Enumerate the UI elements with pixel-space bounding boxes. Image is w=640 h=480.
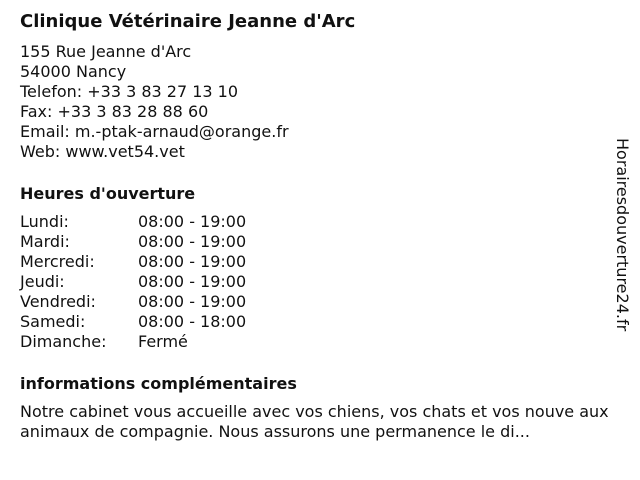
hours-row-samedi xyxy=(20,312,610,332)
address-line-2: 54000 Nancy xyxy=(20,62,127,81)
clinic-name: Clinique Vétérinaire Jeanne d'Arc xyxy=(20,11,356,32)
hours-row-mardi xyxy=(20,232,610,252)
hours-time: 08:00 - 19:00 xyxy=(138,272,247,291)
hours-time: 08:00 - 19:00 xyxy=(138,212,247,231)
hours-row-vendredi xyxy=(20,292,610,312)
hours-day: Vendredi: xyxy=(20,292,96,311)
phone-line: Telefon: +33 3 83 27 13 10 xyxy=(20,82,239,101)
hours-time: 08:00 - 18:00 xyxy=(138,312,247,331)
hours-day: Mercredi: xyxy=(20,252,95,271)
contact-block xyxy=(20,42,610,162)
hours-row-mercredi xyxy=(20,252,610,272)
watermark-text: Horairesdouverture24.fr xyxy=(613,138,632,332)
hours-row-lundi xyxy=(20,212,610,232)
hours-day: Samedi: xyxy=(20,312,86,331)
web-line: Web: www.vet54.vet xyxy=(20,142,185,161)
hours-row-dimanche xyxy=(20,332,610,352)
clinic-card xyxy=(20,10,610,442)
hours-time: 08:00 - 19:00 xyxy=(138,252,247,271)
additional-info-text: Notre cabinet vous accueille avec vos chiens, vos chats et vos nouve aux animaux de compagnie. Nous assurons une permanence le di... xyxy=(20,402,609,441)
fax-line: Fax: +33 3 83 28 88 60 xyxy=(20,102,209,121)
hours-row-jeudi xyxy=(20,272,610,292)
hours-day: Lundi: xyxy=(20,212,69,231)
opening-hours-heading: Heures d'ouverture xyxy=(20,184,196,203)
hours-day: Mardi: xyxy=(20,232,70,251)
hours-day: Dimanche: xyxy=(20,332,107,351)
hours-day: Jeudi: xyxy=(20,272,65,291)
hours-time: 08:00 - 19:00 xyxy=(138,232,247,251)
hours-time: 08:00 - 19:00 xyxy=(138,292,247,311)
additional-info-heading: informations complémentaires xyxy=(20,374,297,393)
opening-hours-table xyxy=(20,212,610,352)
email-line: Email: m.-ptak-arnaud@orange.fr xyxy=(20,122,289,141)
hours-time: Fermé xyxy=(138,332,188,351)
address-line-1: 155 Rue Jeanne d'Arc xyxy=(20,42,192,61)
